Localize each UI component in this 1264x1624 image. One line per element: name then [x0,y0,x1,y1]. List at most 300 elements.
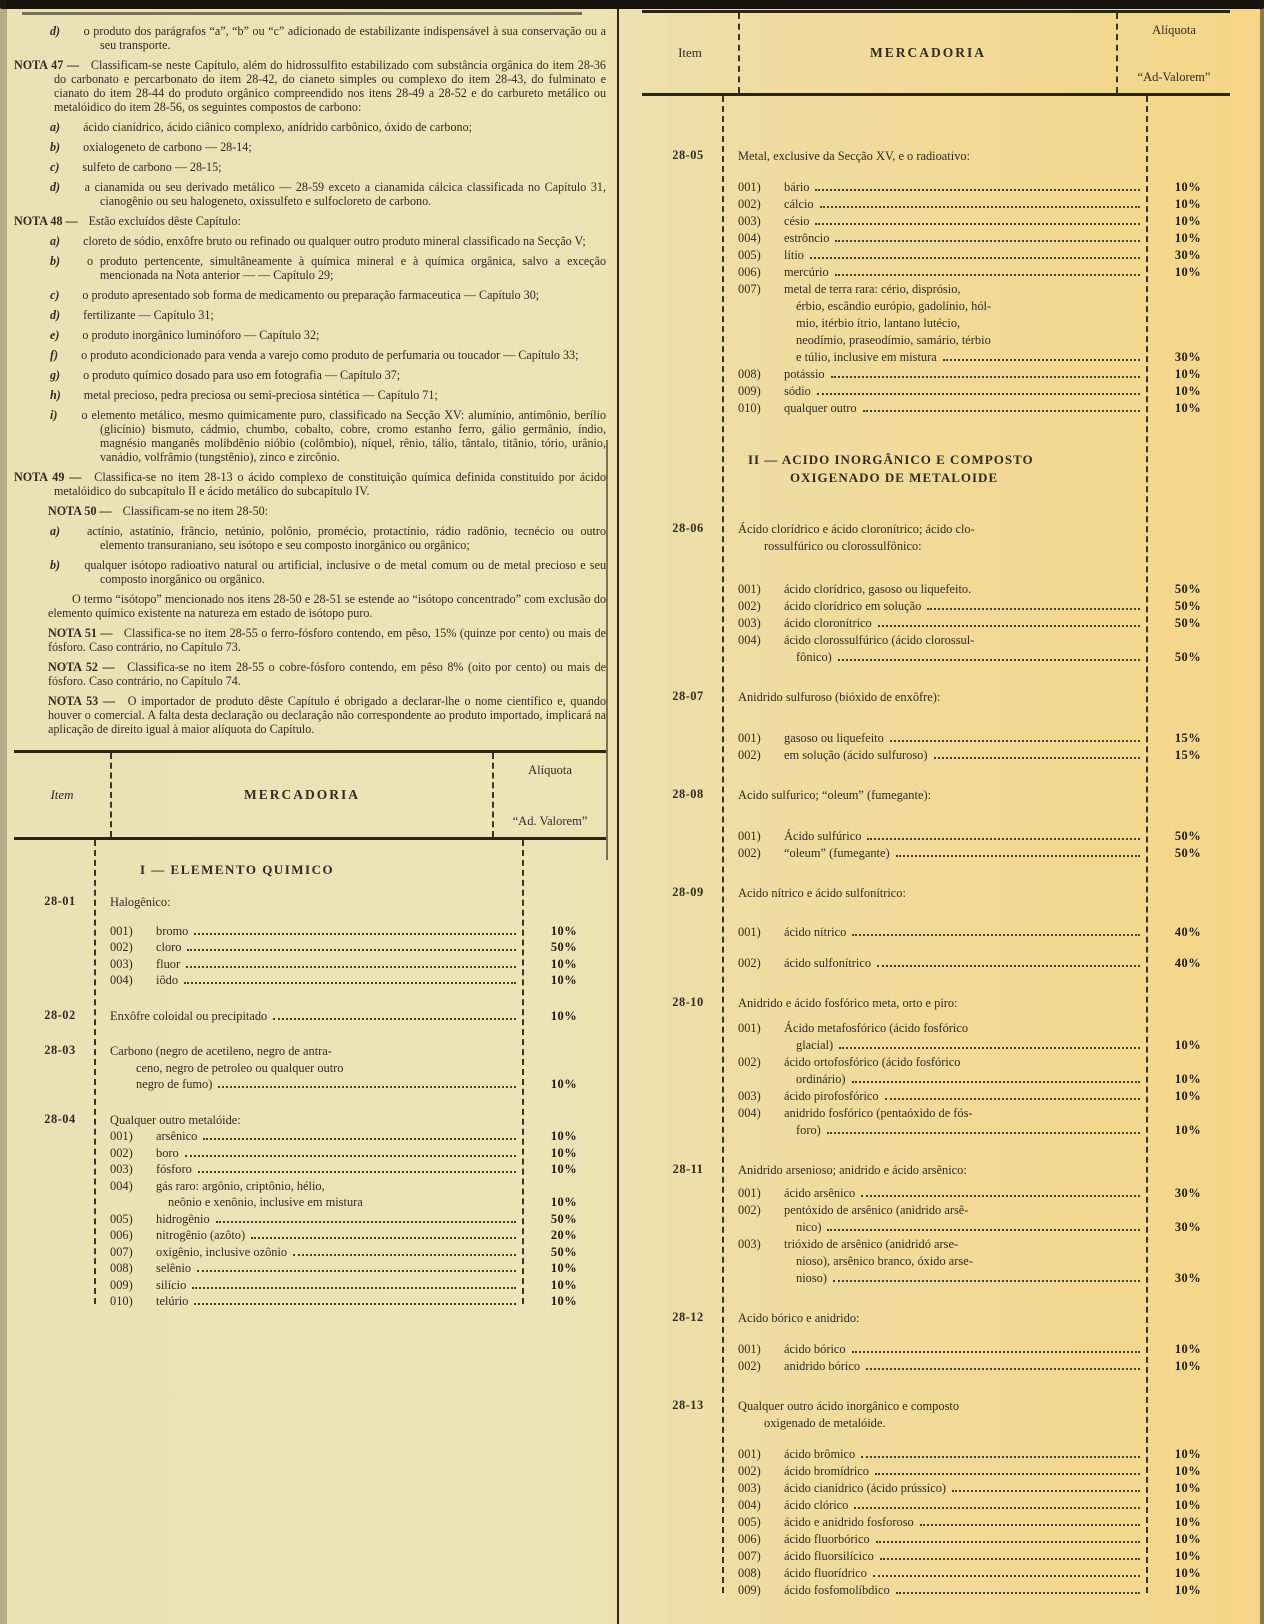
subitem-code: 005) [110,1211,133,1226]
subitem-code: 001) [738,829,761,843]
dot-leader [861,1456,1140,1458]
note-paragraph: NOTA 51 — Classifica-se no item 28-55 o ferro-fósforo contendo, em pêso, 15% (quinze por cento) ou mais de fósforo. Caso contrário, no Capítulo 73. [48,626,606,654]
description: foro) [796,1123,821,1137]
tariff-row [738,1398,1230,1415]
subitem-code: 001) [738,1447,761,1461]
dot-leader [852,1351,1140,1353]
tariff-row [110,1128,606,1145]
description: ácido clorídrico, gasoso ou liquefeito. [784,582,972,596]
rate-value: 10% [1174,1089,1202,1103]
rate-value: 50% [550,1244,578,1259]
dot-leader [820,206,1140,208]
dot-leader [880,1558,1140,1560]
description: boro [156,1145,179,1160]
subitem-code: 003) [738,1481,761,1495]
rate-value: 30% [1174,350,1202,364]
description: césio [784,214,810,228]
column-header-aliquota [1118,13,1230,93]
tariff-row [738,1020,1230,1037]
note-label: NOTA 51 — [48,626,113,640]
tariff-row [110,1112,606,1129]
description: Anidrido sulfuroso (bióxido de enxôfre): [738,690,941,704]
tariff-row [110,1043,606,1060]
tariff-row [110,894,606,911]
note-paragraph: NOTA 50 — Classificam-se no item 28-50: [48,504,269,518]
subitem-code: 004) [738,1106,761,1120]
rate-value: 10% [1174,1123,1202,1137]
tariff-row [110,1277,606,1294]
tariff-row [110,1244,606,1261]
tariff-row [738,632,1230,649]
ad-valorem-label: “Ad. Valorem” [512,814,588,828]
dot-leader [878,625,1140,627]
tariff-row [110,956,606,973]
note-label: b) [50,558,61,572]
note-paragraph: NOTA 53 — O importador de produto dêste Capítulo é obrigado a declarar-lhe o nome científico e, quando houver o comercial. A falta desta declaração ou declaração não correspondente ao produto importado, implicará na aplicação de direito igual à maior alíquota do Capítulo. [48,694,606,736]
tariff-row [796,1037,1230,1054]
tariff-row [738,1582,1230,1599]
notes-column [14,24,606,736]
tariff-row [738,179,1230,196]
subitem-code: 006) [738,265,761,279]
subitem-code: 002) [738,197,761,211]
note-label: e) [50,328,60,342]
description: Ácido sulfúrico [784,829,862,843]
tariff-entry [672,1310,1230,1375]
rate-value: 50% [550,1211,578,1226]
item-column-rule [722,96,724,1593]
description: Halogênico: [110,895,171,909]
tariff-row [796,1219,1230,1236]
scan-artifact-right-edge [1260,0,1264,1624]
subitem-code: 004) [738,1498,761,1512]
dot-leader [197,1270,516,1272]
subitem-code: 004) [110,1178,133,1193]
description: ácido bórico [784,1342,846,1356]
tariff-row [738,281,1230,298]
subitem-code: 002) [738,1203,761,1217]
dot-leader [192,1287,516,1289]
dot-leader [827,1229,1140,1231]
rate-value: 10% [1174,367,1202,381]
description: arsênico [156,1129,198,1143]
description: ácido e anidrido fosforoso [784,1515,914,1529]
tariff-row [796,1270,1230,1287]
subitem-code: 001) [738,1021,761,1035]
dot-leader [815,223,1140,225]
note-paragraph: NOTA 48 — Estão excluídos dêste Capítulo: [14,214,241,228]
description: Qualquer outro ácido inorgânico e composto [738,1399,960,1413]
dot-leader [861,1195,1140,1197]
tariff-row [738,196,1230,213]
dot-leader [876,1541,1140,1543]
tariff-row [136,1060,606,1077]
description: ácido sulfonítrico [784,956,872,970]
section-heading-line: II — ACIDO INORGÂNICO E COMPOSTO [748,452,1034,467]
description: ácido brômico [784,1447,856,1461]
description: trióxido de arsênico (anidridó arse- [784,1237,959,1251]
description: oxigênio, inclusive ozônio [156,1244,288,1259]
note-paragraph: e) o produto inorgânico luminóforo — Capítulo 32; [50,328,320,342]
tariff-row [110,939,606,956]
rate-value: 10% [1174,214,1202,228]
dot-leader [186,966,516,968]
rate-value: 10% [1174,1342,1202,1356]
note-paragraph: b) oxialogeneto de carbono — 28-14; [50,140,252,154]
rate-value: 10% [550,923,578,938]
subitem-code: 002) [738,846,761,860]
description: mercúrio [784,265,829,279]
tariff-row [796,649,1230,666]
dot-leader [187,949,516,951]
rate-value: 15% [1174,748,1202,762]
note-paragraph: d) fertilizante — Capítulo 31; [50,308,214,322]
note-paragraph: i) o elemento metálico, mesmo quimicamente puro, classificado na Secção XV: alumínio, antimônio, berílio (glicínio) bismuto, cádmio, chumbo, cobalto, cobre, cromo estanho ferro, gálio germânio, índio, magnésio manganês molibdênio nióbio (colômbio), níquel, rênio, tálio, tântalo, titânio, tório, urânio, vanádio, volfrâmio (tungstênio), zinco e zircônio. [50,408,606,464]
rate-value: 15% [1174,731,1202,745]
tariff-row [738,1341,1230,1358]
subitem-code: 003) [110,956,133,971]
right-column [642,10,1230,1622]
tariff-entry [672,885,1230,972]
tariff-entry [672,689,1230,764]
description: bromo [156,923,189,938]
rate-value: 10% [550,1261,578,1275]
subitem-code: 004) [110,973,133,987]
tariff-row [738,1480,1230,1497]
rate-value: 10% [550,956,578,971]
rate-value: 50% [1174,829,1202,843]
item-code: 28-06 [672,521,704,535]
tariff-row [738,995,1230,1012]
dot-leader [216,1221,516,1223]
rate-value: 10% [1174,1549,1202,1563]
table-header [14,750,606,840]
item-code: 28-04 [44,1111,76,1126]
dot-leader [251,1237,516,1239]
subitem-code: 001) [738,180,761,194]
note-label: NOTA 50 — [48,504,112,518]
item-code: 28-09 [672,885,704,899]
subitem-code: 002) [110,940,133,954]
description: Anidrido arsenioso; anidrido e ácido arsênico: [738,1163,967,1177]
description: nioso), arsênico branco, óxido arse- [796,1254,973,1268]
description: negro de fumo) [136,1077,213,1091]
note-paragraph: c) sulfeto de carbono — 28-15; [50,160,222,174]
description: ácido fluorbórico [784,1532,870,1546]
description: Acido nítrico e ácido sulfonítrico: [738,886,906,900]
rate-value: 10% [1174,197,1202,211]
note-paragraph: a) cloreto de sódio, enxôfre bruto ou refinado ou qualquer outro produto mineral classificado na Secção V; [50,234,586,248]
rate-value: 10% [550,1294,578,1308]
description: ácido arsênico [784,1186,856,1200]
tariff-row [738,1202,1230,1219]
rate-value: 10% [550,1145,578,1160]
dot-leader [198,1171,516,1173]
description: ácido fosfomolíbdico [784,1583,890,1597]
description: cloro [156,940,182,954]
tariff-row [738,1105,1230,1122]
description: ácido bromídrico [784,1464,869,1478]
left-column [14,24,606,1329]
tariff-row [764,538,1230,555]
item-code: 28-10 [672,995,704,1009]
rate-value: 10% [1174,1038,1202,1052]
subitem-code: 001) [110,1129,133,1143]
tariff-row [738,1088,1230,1105]
subitem-code: 003) [738,214,761,228]
item-code: 28-03 [44,1043,76,1057]
rate-value: 10% [1174,180,1202,194]
dot-leader [817,393,1140,395]
subitem-code: 008) [738,367,761,381]
scan-artifact-left-edge [0,0,7,1624]
dot-leader [852,934,1140,936]
tariff-row [738,747,1230,764]
description: neodímio, praseodímio, samário, térbio [796,333,991,347]
dot-leader [885,1098,1140,1100]
description: mio, itérbio ítrio, lantano lutécio, [796,316,961,330]
description: Anidrido e ácido fosfórico meta, orto e piro: [738,996,958,1010]
rate-value: 10% [550,973,578,987]
tariff-row [110,1293,606,1310]
tariff-row [738,689,1230,706]
tariff-entry [672,1398,1230,1599]
note-paragraph: NOTA 49 — Classifica-se no item 28-13 o ácido complexo de constituição química definida constituído por ácido metalóidico do subcapítulo II e ácido metálico do subcapítulo IV. [14,470,606,498]
note-label: a) [50,524,61,538]
subitem-code: 007) [738,282,761,296]
tariff-row [738,383,1230,400]
description: nico) [796,1220,822,1234]
rate-value: 50% [1174,846,1202,860]
rate-value: 10% [550,1008,578,1023]
column-header-mercadoria: MERCADORIA [110,753,494,837]
rate-value: 10% [1174,1072,1202,1086]
tariff-row [796,1253,1230,1270]
rate-value: 10% [550,1162,578,1176]
dot-leader [838,659,1140,661]
note-label: c) [50,288,60,302]
rate-value: 10% [550,1077,578,1091]
tariff-row [110,1260,606,1277]
subitem-code: 002) [738,1359,761,1373]
item-code: 28-12 [672,1310,704,1324]
description: ácido cloronítrico [784,616,872,630]
description: Ácido clorídrico e ácido cloronítrico; ácido clo- [738,522,975,536]
column-header-item: Item [50,787,74,802]
description: Enxôfre coloidal ou precipitado [110,1008,268,1023]
rate-value: 40% [1174,956,1202,970]
tariff-row [796,332,1230,349]
note-paragraph: c) o produto apresentado sob forma de medicamento ou preparação farmaceutica — Capítulo 30; [50,288,540,302]
note-label: a) [50,234,61,248]
note-label: i) [50,408,58,422]
tariff-entry [672,787,1230,862]
dot-leader [218,1086,516,1088]
tariff-row [796,298,1230,315]
rate-value: 10% [550,1129,578,1143]
tariff-row [796,1122,1230,1139]
tariff-row [796,349,1230,366]
note-paragraph: d) o produto dos parágrafos “a”, “b” ou “c” adicionado de estabilizante indispensável à sua conservação ou a seu transporte. [50,24,606,52]
dot-leader [810,257,1140,259]
note-label: b) [50,140,61,154]
description: ácido cianídrico (ácido prússico) [784,1481,947,1495]
subitem-code: 002) [738,748,761,762]
description: telúrio [156,1294,189,1308]
tariff-row [738,213,1230,230]
tariff-entry [672,1162,1230,1287]
subitem-code: 003) [110,1162,133,1176]
description: qualquer outro [784,401,857,415]
dot-leader [273,1018,516,1020]
rate-value: 50% [1174,599,1202,613]
tariff-entry [672,521,1230,666]
subitem-code: 007) [110,1244,133,1259]
note-paragraph: h) metal precioso, pedra preciosa ou semi-preciosa sintética — Capítulo 71; [50,388,438,402]
rate-value: 10% [1174,384,1202,398]
rate-value: 10% [1174,1532,1202,1546]
description: ácido ortofosfórico (ácido fosfórico [784,1055,961,1069]
tariff-row [738,366,1230,383]
subitem-code: 002) [738,599,761,613]
description: pentóxido de arsênico (anidrido arsê- [784,1203,969,1217]
dot-leader [835,274,1140,276]
rate-value: 10% [550,1195,578,1209]
tariff-row [110,1178,606,1195]
dot-leader [203,1138,516,1140]
aliquota-label: Alíquota [1152,23,1196,37]
rate-value: 50% [1174,650,1202,664]
tariff-row [110,1211,606,1228]
dot-leader [854,1507,1140,1509]
description: anidrido fosfórico (pentaóxido de fós- [784,1106,973,1120]
subitem-code: 004) [738,231,761,245]
description: gás raro: argônio, criptônio, hélio, [156,1178,325,1193]
tariff-row [738,521,1230,538]
subitem-code: 002) [738,1464,761,1478]
subitem-code: 005) [738,1515,761,1529]
note-label: NOTA 49 — [14,470,82,484]
tariff-row [738,845,1230,862]
subitem-code: 002) [738,1055,761,1069]
table-header [642,10,1230,96]
description: selênio [156,1261,192,1275]
description: neônio e xenônio, inclusive em mistura [168,1195,363,1209]
tariff-row [738,148,1230,165]
subitem-code: 006) [110,1228,133,1242]
note-label: c) [50,160,60,174]
subitem-code: 003) [738,1089,761,1103]
description: sódio [784,384,811,398]
description: Acido bórico e anidrido: [738,1311,860,1325]
description: Acido sulfurico; “oleum” (fumegante): [738,788,932,802]
dot-leader [863,410,1140,412]
description: Carbono (negro de acetileno, negro de antra- [110,1044,332,1058]
tariff-row [738,1185,1230,1202]
note-label: NOTA 52 — [48,660,115,674]
dot-leader [927,608,1140,610]
tariff-row [738,1497,1230,1514]
description: ácido clorossulfúrico (ácido clorossul- [784,633,975,647]
tariff-row [738,1236,1230,1253]
tariff-entry [44,894,606,989]
note-label: NOTA 53 — [48,694,116,708]
note-paragraph: O termo “isótopo” mencionado nos itens 28-50 e 28-51 se estende ao “isótopo concentrado” com exclusão do elemento químico existente na natureza em estado de isótopo puro. [48,592,606,620]
description: rossulfúrico ou clorossulfônico: [764,539,922,553]
item-column-rule [94,840,96,1304]
description: nioso) [796,1271,827,1285]
subitem-code: 010) [110,1294,133,1308]
note-label: d) [50,24,61,38]
item-code: 28-08 [672,787,704,801]
dot-leader [873,1575,1140,1577]
description: ácido fluorídrico [784,1566,867,1580]
note-label: g) [50,368,61,382]
rate-value: 20% [550,1228,578,1242]
tariff-row [796,315,1230,332]
item-code: 28-02 [44,1007,76,1022]
scan-artifact-top-bar [0,0,1264,9]
rate-value: 50% [550,940,578,954]
note-paragraph: a) ácido cianídrico, ácido ciânico complexo, anídrido carbônico, óxido de carbono; [50,120,472,134]
note-paragraph: b) qualquer isótopo radioativo natural ou artificial, inclusive o de metal comum ou de metal precioso e seu composto inorgânico ou orgânico. [50,558,606,586]
dot-leader [877,965,1140,967]
tariff-row [738,1463,1230,1480]
tariff-row [738,1446,1230,1463]
item-code: 28-05 [672,148,704,162]
tariff-row [738,230,1230,247]
table-entries-right [672,148,1230,1599]
column-header-aliquota [494,753,606,837]
description: “oleum” (fumegante) [784,846,890,860]
rate-value: 10% [1174,231,1202,245]
item-code: 28-01 [44,894,76,908]
subitem-code: 001) [738,1186,761,1200]
description: nitrogênio (azôto) [156,1228,246,1242]
dot-leader [184,982,516,984]
subitem-code: 008) [738,1566,761,1580]
subitem-code: 001) [738,1342,761,1356]
subitem-code: 002) [110,1145,133,1160]
rate-value: 10% [1174,1583,1202,1597]
description: ácido fluorsilícico [784,1549,874,1563]
note-paragraph: NOTA 47 — Classificam-se neste Capítulo, além do hidrossulfito estabilizado com substância orgânica do item 28-36 do carbonato e percarbonato do item 28-42, do cianeto simples ou complexo do item 28-43, do fulminato e cianato do item 28-44 do produto orgânico compreendido nos itens 28-49 a 28-52 e do carbureto metálico ou metalóidico do item 28-56, os seguintes compostos de carbono: [14,58,606,114]
rate-value: 10% [1174,1447,1202,1461]
tariff-row [738,1358,1230,1375]
tariff-row [738,730,1230,747]
note-label: f) [50,348,59,362]
description: glacial) [796,1038,834,1052]
tariff-row [738,828,1230,845]
description: metal de terra rara: cério, disprósio, [784,282,961,296]
tariff-row [738,1514,1230,1531]
subitem-code: 002) [738,956,761,970]
tariff-table-right [642,10,1230,1599]
description: Metal, exclusive da Secção XV, e o radioativo: [738,149,971,163]
tariff-row [738,1310,1230,1327]
dot-leader [815,189,1140,191]
rate-value: 10% [1174,1515,1202,1529]
column-divider-rule-2 [606,440,608,860]
rate-value: 10% [1174,1359,1202,1373]
tariff-row [738,924,1230,941]
subitem-code: 003) [738,616,761,630]
subitem-code: 001) [738,582,761,596]
column-header-mercadoria: MERCADORIA [738,13,1118,93]
subitem-code: 009) [738,1583,761,1597]
rate-value: 10% [1174,401,1202,415]
dot-leader [952,1490,1140,1492]
